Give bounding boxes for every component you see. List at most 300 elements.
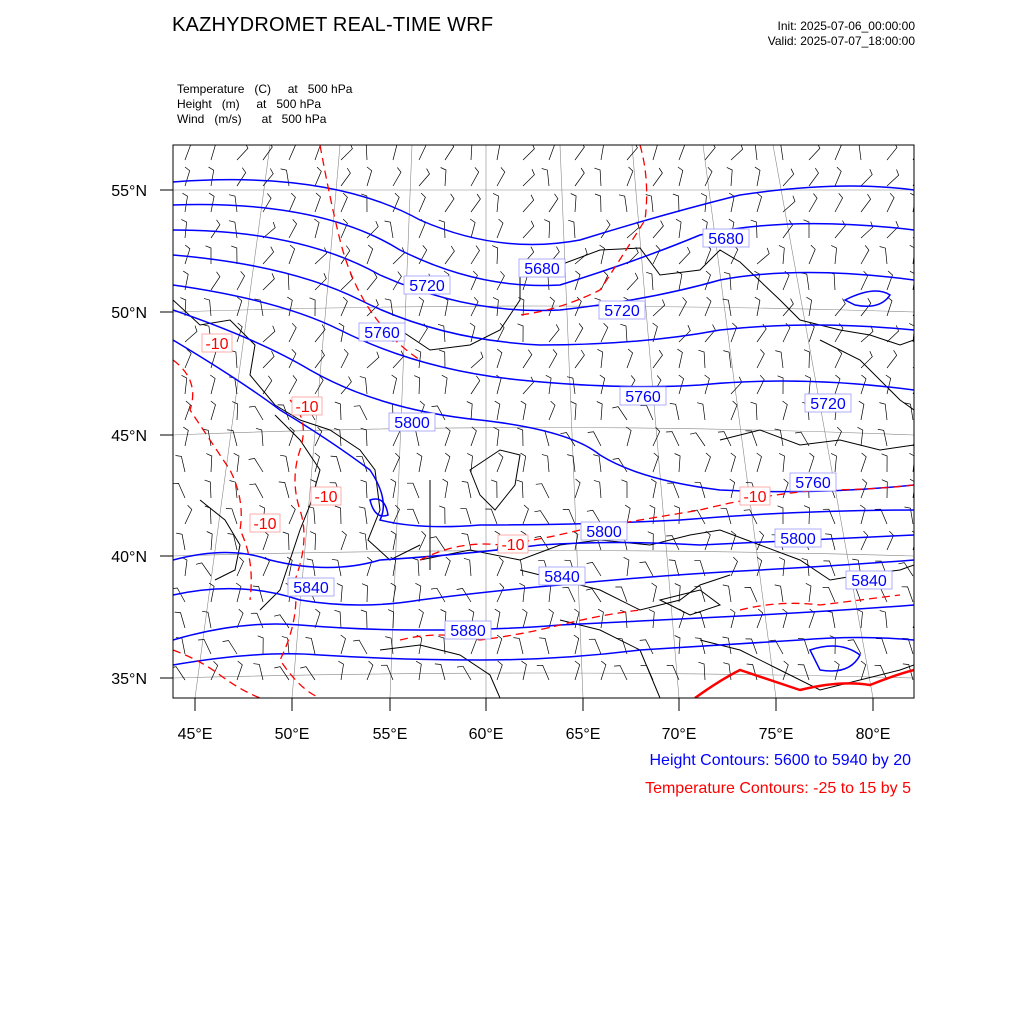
wind-barb <box>211 401 216 420</box>
wind-barb <box>341 193 347 212</box>
wind-barb <box>723 351 731 368</box>
wind-barb <box>653 141 658 160</box>
wind-barb <box>209 583 214 602</box>
wind-barb <box>361 480 368 498</box>
wind-barb <box>678 167 683 186</box>
plot-frame <box>173 145 914 698</box>
wind-barb <box>878 429 887 446</box>
wind-barb <box>287 297 292 316</box>
wind-barb <box>536 484 549 498</box>
wind-barb <box>315 350 325 368</box>
wind-barb <box>861 661 866 680</box>
wind-barb <box>315 167 321 186</box>
wind-barb <box>256 428 263 446</box>
wind-barb <box>875 665 888 680</box>
wind-barb <box>612 407 627 420</box>
wind-barb <box>445 557 450 576</box>
wind-barb <box>624 557 629 576</box>
wind-barb <box>300 667 315 680</box>
lat-label: 35°N <box>111 671 147 688</box>
wind-barb <box>549 297 554 316</box>
svg-text:5880: 5880 <box>450 623 486 640</box>
wind-barb <box>391 531 396 550</box>
wind-barb <box>521 453 526 472</box>
wind-barb <box>341 143 352 160</box>
wind-barb <box>640 562 654 576</box>
wind-barb <box>392 375 397 394</box>
wind-barb <box>416 661 421 680</box>
wind-barb <box>757 609 763 628</box>
wind-barb <box>887 170 899 187</box>
height-label <box>288 578 334 597</box>
wind-barb <box>464 558 471 576</box>
wind-barb <box>211 272 220 290</box>
height-label <box>703 229 749 248</box>
temp-label <box>292 397 322 416</box>
height-label <box>445 621 491 640</box>
wind-barb <box>858 427 863 446</box>
wind-barb <box>627 273 638 290</box>
wind-barb <box>359 507 367 524</box>
wind-barb <box>887 193 894 212</box>
wind-barb <box>335 506 341 524</box>
wind-barb <box>335 402 341 420</box>
wind-barb <box>367 272 377 290</box>
wind-barb <box>471 427 476 446</box>
wind-barb <box>675 636 680 655</box>
wind-barb <box>367 557 372 576</box>
wind-barb <box>835 349 842 368</box>
wind-barb <box>314 219 319 238</box>
wind-barb <box>751 220 757 238</box>
svg-text:-10: -10 <box>314 489 338 506</box>
wind-barb <box>289 505 295 524</box>
wind-barb <box>835 427 842 446</box>
wind-barb <box>679 375 684 394</box>
wind-barb <box>859 401 864 420</box>
wind-barb <box>207 532 212 551</box>
wind-barb <box>861 169 872 186</box>
wind-barb <box>675 454 681 473</box>
wind-barb <box>549 194 558 212</box>
wind-barb <box>310 532 316 550</box>
wind-barb <box>471 194 480 212</box>
svg-text:-10: -10 <box>253 516 277 533</box>
svg-text:5800: 5800 <box>780 531 816 548</box>
lon-label: 75°E <box>758 726 794 743</box>
wind-barb <box>744 510 757 524</box>
wind-barb <box>445 427 450 446</box>
wind-barb <box>598 609 603 628</box>
wind-barb <box>597 349 602 368</box>
wind-barb <box>626 427 631 446</box>
wind-barb <box>471 167 479 186</box>
wind-barb <box>462 481 471 498</box>
wind-barb <box>515 559 523 576</box>
wind-barb <box>279 482 289 498</box>
height-label <box>620 387 666 406</box>
wind-barb <box>860 505 865 524</box>
wind-barb <box>887 221 898 238</box>
wind-barb <box>731 531 736 550</box>
longitude-labels <box>178 726 891 743</box>
height-label <box>599 301 645 320</box>
wind-barb <box>594 480 601 498</box>
wind-barb <box>677 271 682 290</box>
wind-barb <box>523 195 534 212</box>
wind-barb <box>185 349 191 368</box>
wind-barb <box>755 167 760 186</box>
wind-barb <box>205 506 211 524</box>
svg-text:5720: 5720 <box>409 278 445 295</box>
wind-barb <box>653 453 658 472</box>
lon-label: 65°E <box>565 726 601 743</box>
wind-barb <box>731 144 743 161</box>
wind-barb <box>415 583 420 602</box>
wind-barb <box>337 583 342 602</box>
wind-barb <box>289 323 296 342</box>
wind-barb <box>798 639 809 655</box>
wind-barb <box>679 141 685 160</box>
wind-barb <box>705 531 710 550</box>
wind-barb <box>641 405 654 420</box>
wind-barb <box>523 505 529 524</box>
wind-barb <box>757 453 762 472</box>
wind-barb <box>360 533 368 551</box>
wind-barb <box>724 272 731 290</box>
wind-barb <box>861 245 869 264</box>
wind-barb <box>236 583 241 602</box>
wind-barb <box>354 406 367 420</box>
svg-text:5680: 5680 <box>708 231 744 248</box>
height-legend: Height Contours: 5600 to 5940 by 20 <box>649 752 911 769</box>
height-label <box>846 571 892 590</box>
wind-barb <box>705 271 711 290</box>
wind-barb <box>367 245 373 264</box>
wind-barb <box>289 245 295 264</box>
field-temperature: Temperature (C) at 500 hPa <box>177 82 353 96</box>
wind-barb <box>341 531 346 550</box>
wind-barb <box>182 193 187 212</box>
wind-barb <box>315 193 321 212</box>
wind-barb <box>880 247 887 265</box>
wind-barb <box>757 531 764 550</box>
wind-barb <box>600 375 605 394</box>
wind-barb <box>861 298 871 316</box>
wind-barb <box>230 350 237 368</box>
wind-barb <box>887 271 893 290</box>
wind-barb <box>627 349 633 368</box>
graticule <box>173 145 914 698</box>
wind-barb <box>228 534 238 551</box>
wind-barb <box>419 531 426 550</box>
wind-barb <box>407 483 419 498</box>
wind-barb <box>902 587 913 602</box>
wind-barb <box>534 511 549 524</box>
wind-barb <box>249 458 263 472</box>
wind-barb <box>806 297 811 316</box>
wind-barb <box>175 612 185 628</box>
wind-barb <box>367 167 372 186</box>
wind-barb <box>599 141 604 160</box>
wind-barb <box>913 351 924 368</box>
height-contour-labels <box>288 229 892 640</box>
wind-barb <box>549 401 555 420</box>
svg-text:-10: -10 <box>501 537 525 554</box>
wind-barb <box>471 271 477 290</box>
wind-barb <box>362 584 368 602</box>
wind-barb <box>701 193 706 212</box>
wind-barb <box>731 453 736 472</box>
wind-barb <box>705 325 715 343</box>
wind-barb <box>251 613 263 628</box>
wind-barb <box>574 609 579 628</box>
wind-barb <box>493 297 498 316</box>
wind-barb <box>698 662 705 680</box>
wind-barb <box>568 220 575 238</box>
wind-barb <box>183 427 188 446</box>
wind-barb <box>393 505 400 524</box>
wind-barb <box>677 349 682 368</box>
lon-label: 55°E <box>372 726 408 743</box>
wind-barb <box>567 377 575 394</box>
wind-barb <box>439 506 445 524</box>
height-label <box>519 259 565 278</box>
wind-barb <box>648 532 654 550</box>
wind-barb <box>523 143 534 160</box>
wind-barb <box>731 401 737 420</box>
wind-barb <box>497 271 504 290</box>
wind-barb <box>544 220 550 238</box>
wind-barb <box>209 193 214 212</box>
wind-barb <box>600 245 605 264</box>
wind-barb <box>227 430 237 446</box>
wind-barb <box>653 245 660 264</box>
wind-barb <box>341 219 347 238</box>
wind-barb <box>204 298 211 316</box>
wind-barb <box>653 350 663 368</box>
wind-barb <box>237 323 242 342</box>
wind-barb <box>253 664 263 680</box>
lon-label: 70°E <box>661 726 697 743</box>
wind-barb <box>757 375 764 394</box>
wind-barb <box>341 377 351 395</box>
field-height: Height (m) at 500 hPa <box>177 97 322 111</box>
wind-barb <box>835 375 840 394</box>
wind-barb <box>182 375 187 394</box>
wind-barb <box>173 483 186 498</box>
wind-barb <box>745 587 758 602</box>
svg-text:5760: 5760 <box>795 475 831 492</box>
wind-barb <box>237 297 242 316</box>
wind-barb <box>652 583 657 602</box>
wind-barb <box>185 245 190 264</box>
wind-barb <box>492 246 498 264</box>
wind-barb <box>205 480 211 498</box>
wind-barb <box>497 453 503 472</box>
wind-barb <box>875 509 887 524</box>
wind-barb <box>388 610 394 628</box>
wind-barb <box>823 587 835 602</box>
wind-barb <box>804 220 810 238</box>
svg-text:-10: -10 <box>205 336 229 353</box>
wind-barb <box>521 661 526 680</box>
wind-barb <box>517 428 523 446</box>
wind-barb <box>471 352 483 368</box>
wind-barb <box>575 479 580 498</box>
wind-barb <box>587 562 601 576</box>
wind-barb <box>757 349 764 368</box>
wind-barb <box>392 141 397 160</box>
svg-text:5840: 5840 <box>544 569 580 586</box>
wind-barb <box>861 222 873 238</box>
wind-barb <box>306 638 316 655</box>
wind-barb <box>393 168 401 187</box>
wind-barb <box>438 324 445 342</box>
wind-barb <box>861 531 868 550</box>
lon-label: 45°E <box>177 726 213 743</box>
wind-barb <box>549 324 559 342</box>
wind-barb <box>670 403 679 420</box>
wind-barb <box>697 403 705 420</box>
wind-barb <box>695 482 706 498</box>
wind-barb <box>595 194 601 212</box>
wind-barb <box>419 193 425 212</box>
wind-barb <box>782 609 787 628</box>
wind-barb <box>910 193 915 212</box>
wind-barb <box>263 247 274 264</box>
svg-text:5760: 5760 <box>625 389 661 406</box>
wind-barb <box>575 350 584 368</box>
wind-barb <box>281 169 289 186</box>
wind-barb <box>229 221 237 238</box>
map-layers <box>170 141 925 698</box>
wind-barb <box>575 323 583 342</box>
wind-barb <box>209 167 214 186</box>
wind-barb <box>783 220 793 238</box>
wind-barb <box>828 272 835 290</box>
wind-barb <box>679 247 690 264</box>
wind-barb <box>263 222 275 238</box>
wind-barb <box>308 506 315 524</box>
wind-barb <box>783 299 793 316</box>
wind-barb <box>783 169 794 186</box>
wind-barb <box>430 537 445 550</box>
height-label <box>805 394 851 413</box>
height-label <box>404 276 450 295</box>
wind-barb <box>882 454 888 472</box>
wind-barb <box>523 221 534 238</box>
wind-barb <box>211 141 216 160</box>
wind-barb <box>676 219 681 238</box>
wind-barb <box>620 324 627 342</box>
wind-barb <box>229 195 237 212</box>
height-label <box>359 323 405 342</box>
wind-barb <box>546 375 551 394</box>
wind-barb <box>673 194 679 212</box>
wind-barb <box>562 588 575 603</box>
wind-barb <box>861 194 871 212</box>
wind-barb <box>497 583 504 602</box>
wind-barb <box>826 611 835 628</box>
wind-barb <box>289 193 295 212</box>
wind-barb <box>539 638 549 654</box>
wind-barb <box>493 193 498 212</box>
wind-barb <box>695 612 706 628</box>
wind-barb <box>614 666 627 680</box>
wind-barb <box>698 350 705 368</box>
wind-barb <box>640 640 653 654</box>
field-wind: Wind (m/s) at 500 hPa <box>177 112 327 126</box>
wind-barb <box>417 453 422 472</box>
wind-barb <box>211 220 220 238</box>
wind-barb <box>913 222 925 238</box>
wind-barb <box>730 479 735 498</box>
temp-label <box>311 487 341 506</box>
wind-barb <box>601 661 606 680</box>
wind-barb <box>497 557 503 576</box>
wind-barb <box>497 167 505 186</box>
wind-barb <box>467 402 472 421</box>
wind-barb <box>237 168 246 186</box>
wind-barb <box>185 167 190 186</box>
wind-barb <box>861 351 872 368</box>
wind-barb <box>497 349 502 368</box>
wind-barb <box>495 401 500 420</box>
wind-barb <box>887 350 897 368</box>
wind-barb <box>249 406 263 420</box>
height-label <box>389 413 435 432</box>
wind-barb <box>835 324 843 343</box>
wind-barb <box>391 479 396 498</box>
wind-barb <box>339 323 344 342</box>
wind-barb <box>804 350 810 368</box>
wind-barb <box>419 169 430 186</box>
wind-barb <box>519 583 524 602</box>
wind-barb <box>210 375 215 394</box>
wind-barb <box>627 167 633 186</box>
wind-barb <box>419 141 426 160</box>
wind-barb <box>880 611 887 629</box>
wind-barb <box>495 609 500 628</box>
wind-barb <box>234 453 239 472</box>
wind-barb <box>182 557 187 576</box>
wind-barb <box>651 479 656 498</box>
svg-text:-10: -10 <box>295 399 319 416</box>
wind-barb <box>206 246 212 264</box>
wind-barb <box>567 455 575 472</box>
temp-label <box>498 535 528 554</box>
wind-barb <box>176 456 186 473</box>
wind-barb <box>601 220 610 238</box>
wind-barb <box>522 609 527 628</box>
wind-barb <box>202 429 211 446</box>
wind-barb <box>861 453 866 472</box>
wind-barb <box>779 453 784 472</box>
wind-barb <box>361 610 367 628</box>
wind-barb <box>835 167 841 186</box>
wind-barb <box>805 375 810 394</box>
wind-barb <box>809 245 815 264</box>
wind-barb <box>289 219 297 238</box>
wind-barb <box>470 323 475 342</box>
wind-barb <box>445 194 454 212</box>
wind-barb <box>542 169 549 187</box>
wind-barb <box>517 480 523 498</box>
temperature-contours <box>173 145 914 698</box>
wind-barb <box>385 221 394 238</box>
wind-barb <box>649 609 654 628</box>
